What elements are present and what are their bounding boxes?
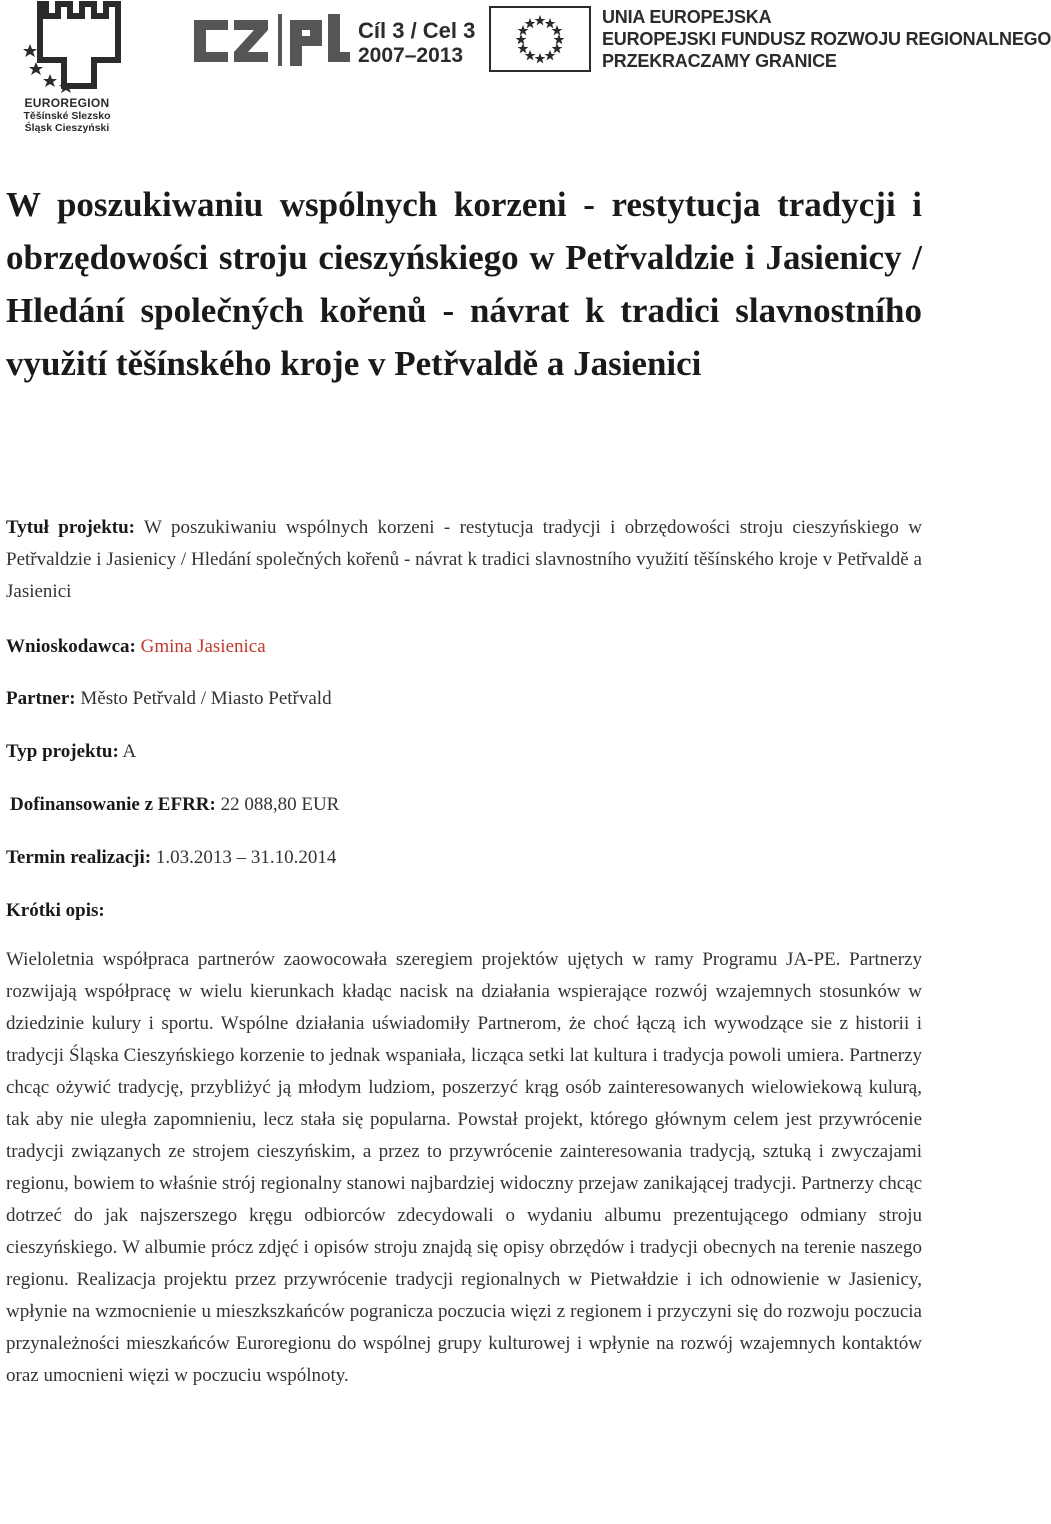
short-desc-row	[6, 895, 105, 927]
project-title-value: W poszukiwaniu wspólnych korzeni - restytucja tradycji i obrzędowości stroju cieszyńskiego w Petřvaldzie i Jasienicy / Hledání společných kořenů - návrat k tradici slavnostního využití těšínského kroje v Petřvaldě a Jasienici	[6, 517, 922, 602]
project-title-label: Tytuł projektu:	[6, 517, 135, 538]
applicant-value: Gmina Jasienica	[135, 636, 266, 657]
funding-value: 22 088,80 EUR	[215, 794, 340, 815]
euroregion-caption	[12, 96, 122, 134]
partner-row	[6, 683, 332, 715]
partner-label: Partner:	[6, 688, 76, 709]
term-value: 1.03.2013 – 31.10.2014	[151, 847, 337, 868]
eu-line2: EUROPEJSKI FUNDUSZ ROZWOJU REGIONALNEGO	[602, 29, 1051, 49]
eu-line3: PRZEKRACZAMY GRANICE	[602, 51, 837, 71]
euroregion-caption-line2: Těšínské Slezsko	[23, 110, 111, 122]
applicant-label: Wnioskodawca:	[6, 636, 136, 657]
type-value: A	[118, 741, 137, 762]
eu-text-block	[602, 6, 1051, 72]
applicant-row	[6, 631, 266, 663]
term-label: Termin realizacji:	[6, 847, 152, 868]
term-row	[6, 842, 336, 874]
euroregion-caption-line3: Śląsk Cieszyński	[24, 122, 110, 134]
euroregion-caption-line1: EUROREGION	[24, 96, 110, 110]
logo-header	[0, 0, 1051, 150]
eu-flag-icon	[489, 6, 591, 72]
page-title: W poszukiwaniu wspólnych korzeni - restytucja tradycji i obrzędowości stroju cieszyńskiego w Petřvaldzie i Jasienicy / Hledání společných kořenů - návrat k tradici slavnostního využití těšínského kroje v Petřvaldě a Jasienici	[6, 185, 922, 383]
funding-row	[10, 789, 339, 821]
eu-line1: UNIA EUROPEJSKA	[602, 7, 772, 27]
short-desc-label: Krótki opis:	[6, 900, 105, 921]
funding-label: Dofinansowanie z EFRR:	[10, 794, 216, 815]
cil-text-line1: Cíl 3 / Cel 3	[358, 18, 476, 43]
partner-value: Město Petřvald / Miasto Petřvald	[75, 688, 332, 709]
type-row	[6, 736, 136, 768]
type-label: Typ projektu:	[6, 741, 119, 762]
description-paragraph: Wieloletnia współpraca partnerów zaowocowała szeregiem projektów ujętych w ramy Programu JA-PE. Partnerzy rozwijają współpracę w wielu kierunkach kładąc nacisk na działania wspierające rozwój wzajemnych stosunków w dziedzinie kulury i sportu. Wspólne działania uświadomiły Partnerom, że choć łączą ich wywodzące sie z historii i tradycji Śląska Cieszyńskiego korzenie to jednak wspaniała, licząca setki lat kultura i tradycja powoli umiera. Partnerzy chcąc ożywić tradycję, przybliżyć ją młodym ludziom, poszerzyć krąg osób zainteresowanych wielowiekową kulurą, tak aby nie uległa zapomnieniu, lecz stała się popularna. Powstał projekt, którego głównym celem jest przywrócenie tradycji związanych ze strojem cieszyńskim, a przez to przywrócenie zainteresowania tradycją, sztuką i zwyczajami regionu, bowiem to właśnie strój regionalny stanowi najbardziej widoczny przejaw zanikającej tradycji. Partnerzy chcąc dotrzeć do jak najszerszego kręgu odbiorców zdecydowali o wydaniu albumu prezentującego odmiany stroju cieszyńskiego. W albumie prócz zdjęć i opisów stroju znajdą się opisy obrzędów i tradycji obecnych na terenie naszego regionu. Realizacja projektu przez przywrócenie tradycji regionalnych w Pietwałdzie i ich odnowienie w Jasienicy, wpłynie na wzmocnienie u mieszkszkańców pogranicza poczucia więzi z regionem i przyczyni się do rozwoju poczucia przynależności mieszkańców Euroregionu do wspólnej grupy kulturowej i wpłynie na rozwój wzajemnych kontaktów oraz umocnieni więzi w poczuciu wspólnoty.	[6, 949, 922, 1386]
czpl-logo-icon	[190, 12, 476, 68]
project-title-row	[6, 512, 922, 608]
cil-text-line2: 2007–2013	[358, 44, 464, 67]
